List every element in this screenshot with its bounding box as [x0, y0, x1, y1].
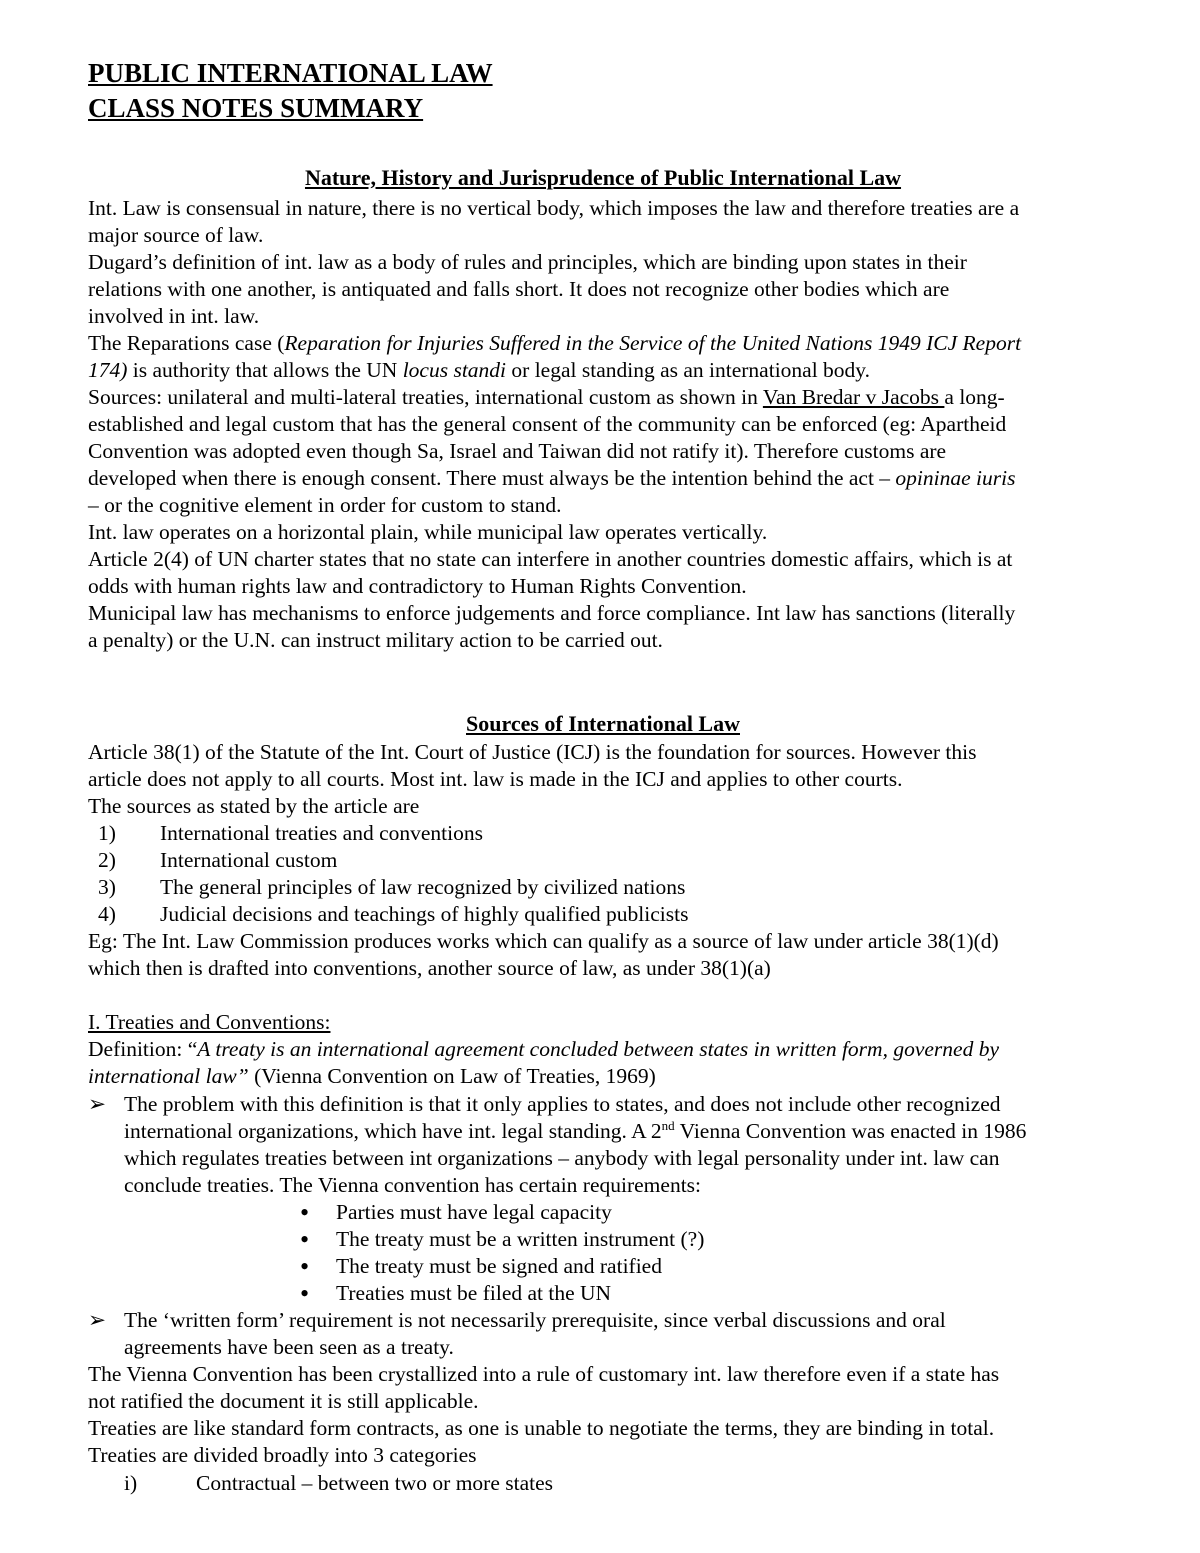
- bullet-line: [124, 1145, 999, 1172]
- body-line: [88, 546, 1012, 573]
- text-run: Municipal law has mechanisms to enforce judgements and force compliance. Int law has sanctions (literally: [88, 600, 1016, 625]
- body-line: [88, 1442, 476, 1469]
- text-run: The problem with this definition is that it only applies to states, and does not include other recognized: [124, 1091, 1001, 1116]
- text-run: is authority that allows the UN: [127, 357, 403, 382]
- text-run: locus standi: [402, 357, 507, 382]
- text-run: relations with one another, is antiquated and falls short. It does not recognize other bodies which are: [88, 276, 950, 301]
- body-line: [88, 276, 949, 303]
- text-run: international organizations, which have int. legal standing. A 2: [124, 1118, 662, 1143]
- list-item: Judicial decisions and teachings of highly qualified publicists: [160, 901, 689, 926]
- body-line: [88, 766, 902, 793]
- body-line: [88, 573, 747, 600]
- text-run: Vienna Convention was enacted in 1986: [674, 1118, 1027, 1143]
- text-run: developed when there is enough consent. There must always be the intention behind the act –: [88, 465, 896, 490]
- list-item: Treaties must be filed at the UN: [336, 1280, 612, 1305]
- body-line: [88, 330, 1021, 357]
- text-run: agreements have been seen as a treaty.: [124, 1334, 454, 1359]
- document-title: CLASS NOTES SUMMARY: [88, 93, 424, 123]
- body-line: [88, 1036, 999, 1063]
- body-line: [88, 222, 263, 249]
- text-run: nd: [661, 1117, 675, 1133]
- text-run: Convention was adopted even though Sa, Israel and Taiwan did not ratify it). Therefore customs are: [88, 438, 947, 463]
- bullet-icon: •: [300, 1197, 310, 1227]
- body-line: [88, 793, 419, 820]
- list-item: International treaties and conventions: [160, 820, 483, 845]
- text-run: conclude treaties. The Vienna convention has certain requirements:: [124, 1172, 702, 1197]
- text-run: odds with human rights law and contradictory to Human Rights Convention.: [88, 573, 747, 598]
- text-run: 174): [88, 357, 128, 382]
- text-run: – or the cognitive element in order for custom to stand.: [88, 492, 562, 517]
- text-run: Van Bredar v Jacobs: [762, 384, 945, 409]
- body-line: [88, 1361, 999, 1388]
- body-line: [88, 411, 1006, 438]
- bullet-line: [124, 1091, 1001, 1118]
- list-number: i): [124, 1470, 138, 1495]
- list-item: Contractual – between two or more states: [196, 1470, 554, 1495]
- text-run: Reparation for Injuries Suffered in the Service of the United Nations 1949 ICJ Report: [284, 330, 1022, 355]
- list-number: 2): [98, 847, 116, 872]
- list-number: 3): [98, 874, 116, 899]
- text-run: The sources as stated by the article are: [88, 793, 420, 818]
- text-run: opininae iuris: [895, 465, 1016, 490]
- text-run: (Vienna Convention on Law of Treaties, 1969): [248, 1063, 656, 1088]
- body-line: [88, 739, 976, 766]
- list-item: The treaty must be signed and ratified: [336, 1253, 662, 1278]
- body-line: [88, 438, 946, 465]
- text-run: which then is drafted into conventions, another source of law, as under 38(1)(a): [88, 955, 771, 980]
- list-number: 4): [98, 901, 116, 926]
- bullet-line: [124, 1172, 701, 1199]
- list-item: The treaty must be a written instrument (?): [336, 1226, 705, 1251]
- body-line: [88, 600, 1015, 627]
- text-run: Int. Law is consensual in nature, there is no vertical body, which imposes the law and therefore treaties are a: [88, 195, 1020, 220]
- document-title: PUBLIC INTERNATIONAL LAW: [88, 58, 493, 88]
- body-line: [88, 303, 259, 330]
- text-run: a long-: [944, 384, 1005, 409]
- text-run: The Vienna Convention has been crystallized into a rule of customary int. law therefore even if a state has: [88, 1361, 1000, 1386]
- text-run: or legal standing as an international body.: [506, 357, 871, 382]
- bullet-line: [124, 1334, 454, 1361]
- text-run: involved in int. law.: [88, 303, 260, 328]
- body-line: [88, 928, 999, 955]
- body-line: [88, 1415, 994, 1442]
- text-run: which regulates treaties between int organizations – anybody with legal personality under int. law can: [124, 1145, 1000, 1170]
- body-line: [88, 1388, 479, 1415]
- text-run: major source of law.: [88, 222, 264, 247]
- bullet-icon: •: [300, 1251, 310, 1281]
- body-line: [88, 519, 767, 546]
- body-line: [88, 195, 1019, 222]
- text-run: not ratified the document it is still applicable.: [88, 1388, 479, 1413]
- text-run: Eg: The Int. Law Commission produces works which can qualify as a source of law under article 38(1)(d): [88, 928, 999, 953]
- subheading: I. Treaties and Conventions:: [88, 1009, 331, 1034]
- bullet-icon: •: [300, 1224, 310, 1254]
- body-line: [88, 627, 663, 654]
- section-heading: Nature, History and Jurisprudence of Public International Law: [304, 165, 902, 190]
- arrow-bullet-icon: ➢: [88, 1091, 107, 1116]
- text-run: Definition: “: [88, 1036, 198, 1061]
- body-line: [88, 357, 870, 384]
- text-run: Sources: unilateral and multi-lateral treaties, international custom as shown in: [88, 384, 763, 409]
- list-number: 1): [98, 820, 116, 845]
- text-run: Dugard’s definition of int. law as a body of rules and principles, which are binding upon states in their: [88, 249, 967, 274]
- body-line: [88, 465, 1015, 492]
- bullet-line: [124, 1118, 1026, 1145]
- text-run: article does not apply to all courts. Most int. law is made in the ICJ and applies to other courts.: [88, 766, 903, 791]
- text-run: Int. law operates on a horizontal plain, while municipal law operates vertically.: [88, 519, 768, 544]
- text-run: Treaties are divided broadly into 3 categories: [88, 1442, 477, 1467]
- text-run: Article 2(4) of UN charter states that no state can interfere in another countries domestic affairs, which is at: [88, 546, 1013, 571]
- list-item: Parties must have legal capacity: [336, 1199, 612, 1224]
- text-run: a penalty) or the U.N. can instruct military action to be carried out.: [88, 627, 663, 652]
- body-line: [88, 492, 561, 519]
- bullet-icon: •: [300, 1278, 310, 1308]
- text-run: The ‘written form’ requirement is not necessarily prerequisite, since verbal discussions and oral: [124, 1307, 946, 1332]
- text-run: A treaty is an international agreement concluded between states in written form, governed by: [197, 1036, 999, 1061]
- arrow-bullet-icon: ➢: [88, 1307, 107, 1332]
- body-line: [88, 384, 1005, 411]
- section-heading: Sources of International Law: [466, 711, 740, 736]
- text-run: Treaties are like standard form contracts, as one is unable to negotiate the terms, they are binding in total.: [88, 1415, 995, 1440]
- body-line: [88, 955, 771, 982]
- text-run: established and legal custom that has the general consent of the community can be enforced (eg: Apartheid: [88, 411, 1007, 436]
- list-item: International custom: [160, 847, 338, 872]
- text-run: international law”: [88, 1063, 249, 1088]
- list-item: The general principles of law recognized by civilized nations: [160, 874, 686, 899]
- text-run: Article 38(1) of the Statute of the Int. Court of Justice (ICJ) is the foundation for sources. However this: [88, 739, 977, 764]
- body-line: [88, 1063, 656, 1090]
- body-line: [88, 249, 967, 276]
- bullet-line: [124, 1307, 946, 1334]
- text-run: The Reparations case (: [88, 330, 285, 355]
